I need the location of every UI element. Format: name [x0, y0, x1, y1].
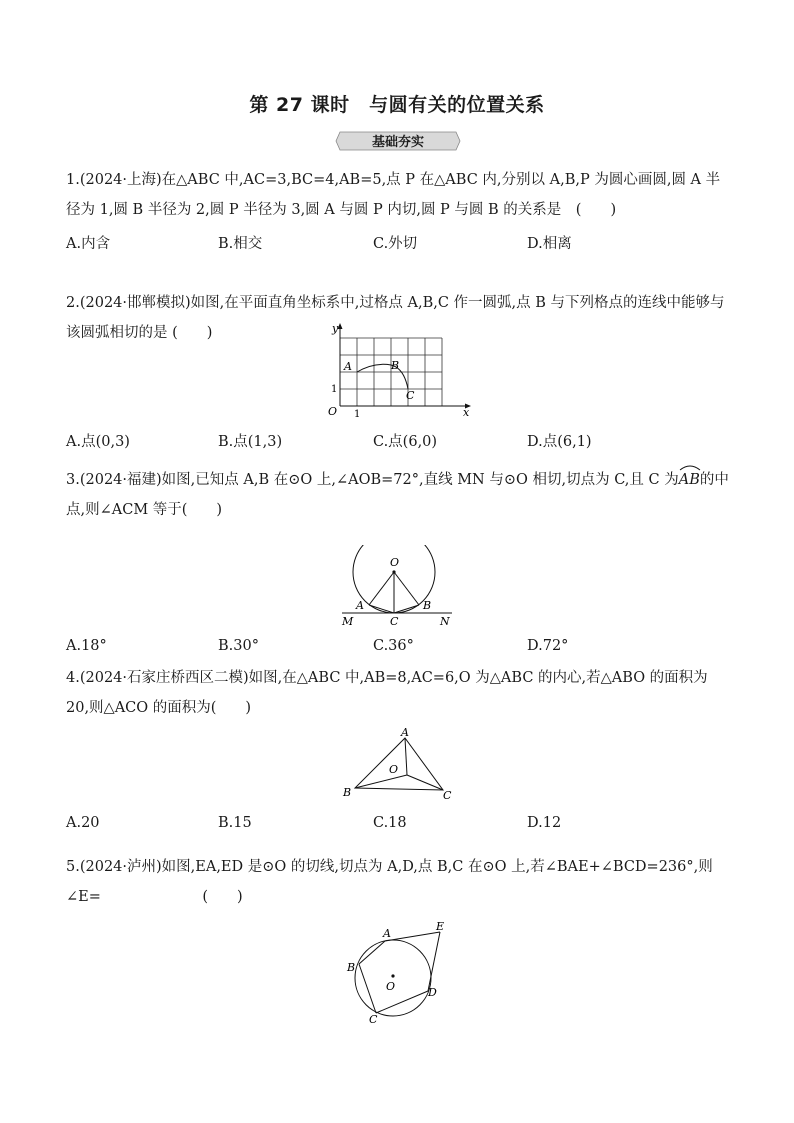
coordinate-grid-figure — [318, 320, 478, 420]
q4-option-b: B.15 — [218, 815, 252, 831]
triangle-incenter-figure — [340, 726, 456, 804]
x-label: x — [463, 406, 470, 419]
point-e-label: E — [436, 920, 445, 933]
q2-option-d: D.点(6,1) — [527, 434, 592, 450]
point-d-label: D — [428, 986, 437, 999]
center-dot-icon — [391, 974, 394, 977]
arc-mark-icon — [679, 463, 701, 471]
q3-option-b: B.30° — [218, 638, 259, 654]
q2-option-c: C.点(6,0) — [373, 434, 438, 450]
page-title: 第 27 课时 与圆有关的位置关系 — [249, 94, 545, 116]
tangents-circle-figure — [338, 918, 462, 1026]
y-label: y — [332, 322, 339, 335]
q1-option-d: D.相离 — [527, 236, 572, 252]
q3-arc-ab: AB — [679, 463, 700, 495]
point-a-label: A — [401, 726, 409, 739]
section-label: 基础夯实 — [371, 135, 424, 150]
q3-text-before: 3.(2024·福建)如图,已知点 A,B 在⊙O 上,∠AOB=72°,直线 MN 与⊙O 相切,切点为 C,且 C 为 — [66, 472, 679, 488]
point-b-label: B — [343, 786, 352, 799]
point-a-label: A — [344, 360, 352, 373]
circle-o — [355, 940, 431, 1016]
q3-option-d: D.72° — [527, 638, 569, 654]
circle-tangent-figure — [336, 545, 458, 630]
q4-option-a: A.20 — [66, 815, 100, 831]
y-axis-arrow-icon — [338, 323, 343, 329]
point-o-label: O — [386, 980, 396, 993]
q1-option-a: A.内含 — [66, 236, 111, 252]
tangent-ea — [385, 932, 440, 941]
point-c-label: C — [369, 1013, 378, 1026]
question-5: 5.(2024·泸州)如图,EA,ED 是⊙O 的切线,切点为 A,D,点 B,C 在⊙O 上,若∠BAE+∠BCD=236°,则∠E= ( ) — [66, 859, 713, 905]
q1-option-c: C.外切 — [373, 236, 418, 252]
point-c-label: C — [406, 389, 415, 402]
origin-label: O — [328, 405, 338, 418]
center-dot-icon — [392, 570, 395, 573]
q1-option-b: B.相交 — [218, 236, 263, 252]
q2-option-a: A.点(0,3) — [66, 434, 130, 450]
point-n-label: N — [440, 615, 450, 628]
q3-option-c: C.36° — [373, 638, 414, 654]
q2-option-b: B.点(1,3) — [218, 434, 283, 450]
question-4: 4.(2024·石家庄桥西区二模)如图,在△ABC 中,AB=8,AC=6,O 为△ABC 的内心,若△ABO 的面积为 20,则△ACO 的面积为( ) — [66, 670, 708, 716]
point-c-label: C — [443, 789, 452, 802]
point-b-label: B — [391, 359, 400, 372]
triangle-abc — [355, 738, 443, 790]
question-2: 2.(2024·邯郸模拟)如图,在平面直角坐标系中,过格点 A,B,C 作一圆弧,点 B 与下列格点的连线中能够与该圆弧相切的是 ( ) — [66, 295, 725, 341]
q4-option-d: D.12 — [527, 815, 562, 831]
point-m-label: M — [342, 615, 354, 628]
point-a-label: A — [356, 599, 364, 612]
point-c-label: C — [390, 615, 399, 628]
point-o-label: O — [390, 556, 400, 569]
q4-option-c: C.18 — [373, 815, 407, 831]
q3-option-a: A.18° — [66, 638, 107, 654]
point-o-label: O — [389, 763, 399, 776]
q3-text-after: 的中点,则∠ACM 等于( ) — [66, 472, 729, 518]
question-1: 1.(2024·上海)在△ABC 中,AC=3,BC=4,AB=5,点 P 在△ABC 内,分别以 A,B,P 为圆心画圆,圆 A 半径为 1,圆 B 半径为 2,圆 P 半径为 3,圆 A 与圆 P 内切,圆 P 与圆 B 的关系是 ( ) — [66, 172, 721, 218]
x-tick-1: 1 — [354, 409, 361, 420]
point-a-label: A — [383, 927, 391, 940]
arc-abc — [357, 364, 408, 389]
tangent-ed — [428, 932, 440, 991]
point-b-label: B — [423, 599, 432, 612]
question-3 — [66, 463, 734, 525]
y-tick-1: 1 — [331, 384, 338, 395]
point-b-label: B — [347, 961, 356, 974]
